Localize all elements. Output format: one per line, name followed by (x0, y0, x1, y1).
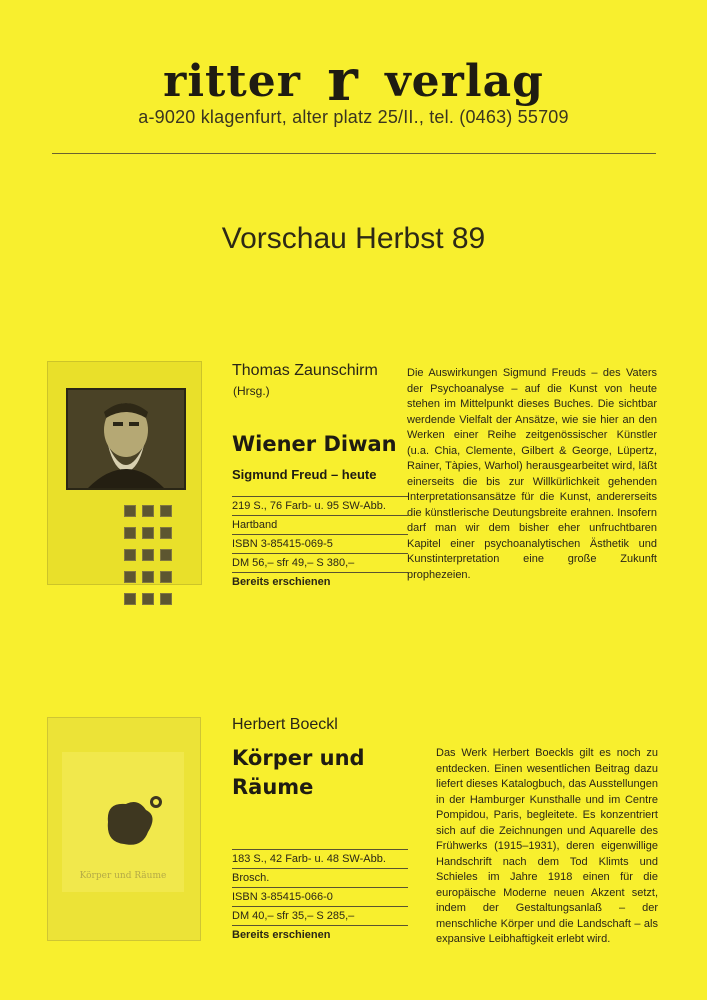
book-cover-koerper-und-raeume (47, 717, 201, 941)
book1-spec-pages: 219 S., 76 Farb- u. 95 SW-Abb. (232, 497, 408, 516)
book1-editor-note: (Hrsg.) (233, 384, 270, 398)
book1-title: Wiener Diwan (232, 432, 397, 456)
book2-spec-isbn: ISBN 3-85415-066-0 (232, 888, 408, 907)
book2-description: Das Werk Herbert Boeckls gilt es noch zu entdecken. Einen wesentlichen Beitrag dazu liefert dieses Katalogbuch, das Ausstellungen in der Hamburger Kunsthalle und im Centre Pompidou, Paris, begleitete. Es konzentriert sich auf die Zeichnungen und Aquarelle des Frühwerks (1915–1931), deren eigenwillige Handschrift nach dem Tod Klimts und Schieles im Jahre 1918 einen für die europäische Moderne neuen Akzent setzt, indem der Gestaltungsanlaß – der menschliche Körper und die Landschaft – als expansive Leibhaftigkeit erlebt wird. (436, 747, 658, 945)
brand-left: ritter (163, 56, 301, 107)
book1-spec-price: DM 56,– sfr 49,– S 380,– (232, 554, 408, 573)
header-divider (52, 153, 656, 154)
book2-title-line1: Körper und (232, 746, 365, 770)
book2-author: Herbert Boeckl (232, 716, 338, 733)
book2-specs (232, 849, 408, 944)
book1-status: Bereits erschienen (232, 576, 331, 588)
book2-title-line2: Räume (232, 775, 314, 799)
book2-status: Bereits erschienen (232, 929, 331, 941)
cover-grid-pattern (121, 505, 181, 615)
book1-author: Thomas Zaunschirm (232, 362, 378, 379)
publisher-brand (0, 42, 707, 114)
book1-spec-binding: Hartband (232, 516, 408, 535)
page-title: Vorschau Herbst 89 (221, 222, 486, 255)
book1-description: Die Auswirkungen Sigmund Freuds – des Vaters der Psychoanalyse – auf die Kunst von heute stehen im Mittelpunkt dieses Buches. Die sichtbar werdende Vielfalt der Ansätze, wie sie hier an den Werken einer Reihe zeitgenössischer Künstler (u.a. Chia, Clemente, Gilbert & George, Lüpertz, Rainer, Tàpies, Warhol) herausgearbeitet wird, läßt einerseits die bis zur Willkürlichkeit gehenden Interpretationsansätze für die Kunst, andererseits die künstlerische Deutungsbreite erahnen. Insofern darf man wir dem bisher eher unfruchtbaren Kapitel einer psychoanalytischen Ästhetik und Kunstinterpretation eine große Zukunft prophezeien. (407, 367, 657, 581)
book-cover-wiener-diwan (47, 361, 202, 585)
brand-right: verlag (385, 56, 544, 107)
ink-blot-image (98, 792, 168, 852)
book1-specs (232, 496, 408, 591)
book1-spec-isbn: ISBN 3-85415-069-5 (232, 535, 408, 554)
book1-subtitle: Sigmund Freud – heute (232, 467, 377, 482)
book2-spec-price: DM 40,– sfr 35,– S 285,– (232, 907, 408, 926)
book2-spec-pages: 183 S., 42 Farb- u. 48 SW-Abb. (232, 850, 408, 869)
cover-title-text: Körper und Räume (79, 871, 167, 881)
book2-spec-binding: Brosch. (232, 869, 408, 888)
freud-portrait-image (66, 388, 186, 490)
publisher-address: a-9020 klagenfurt, alter platz 25/II., tel. (0463) 55709 (138, 107, 569, 127)
publisher-logo: r (327, 46, 359, 114)
